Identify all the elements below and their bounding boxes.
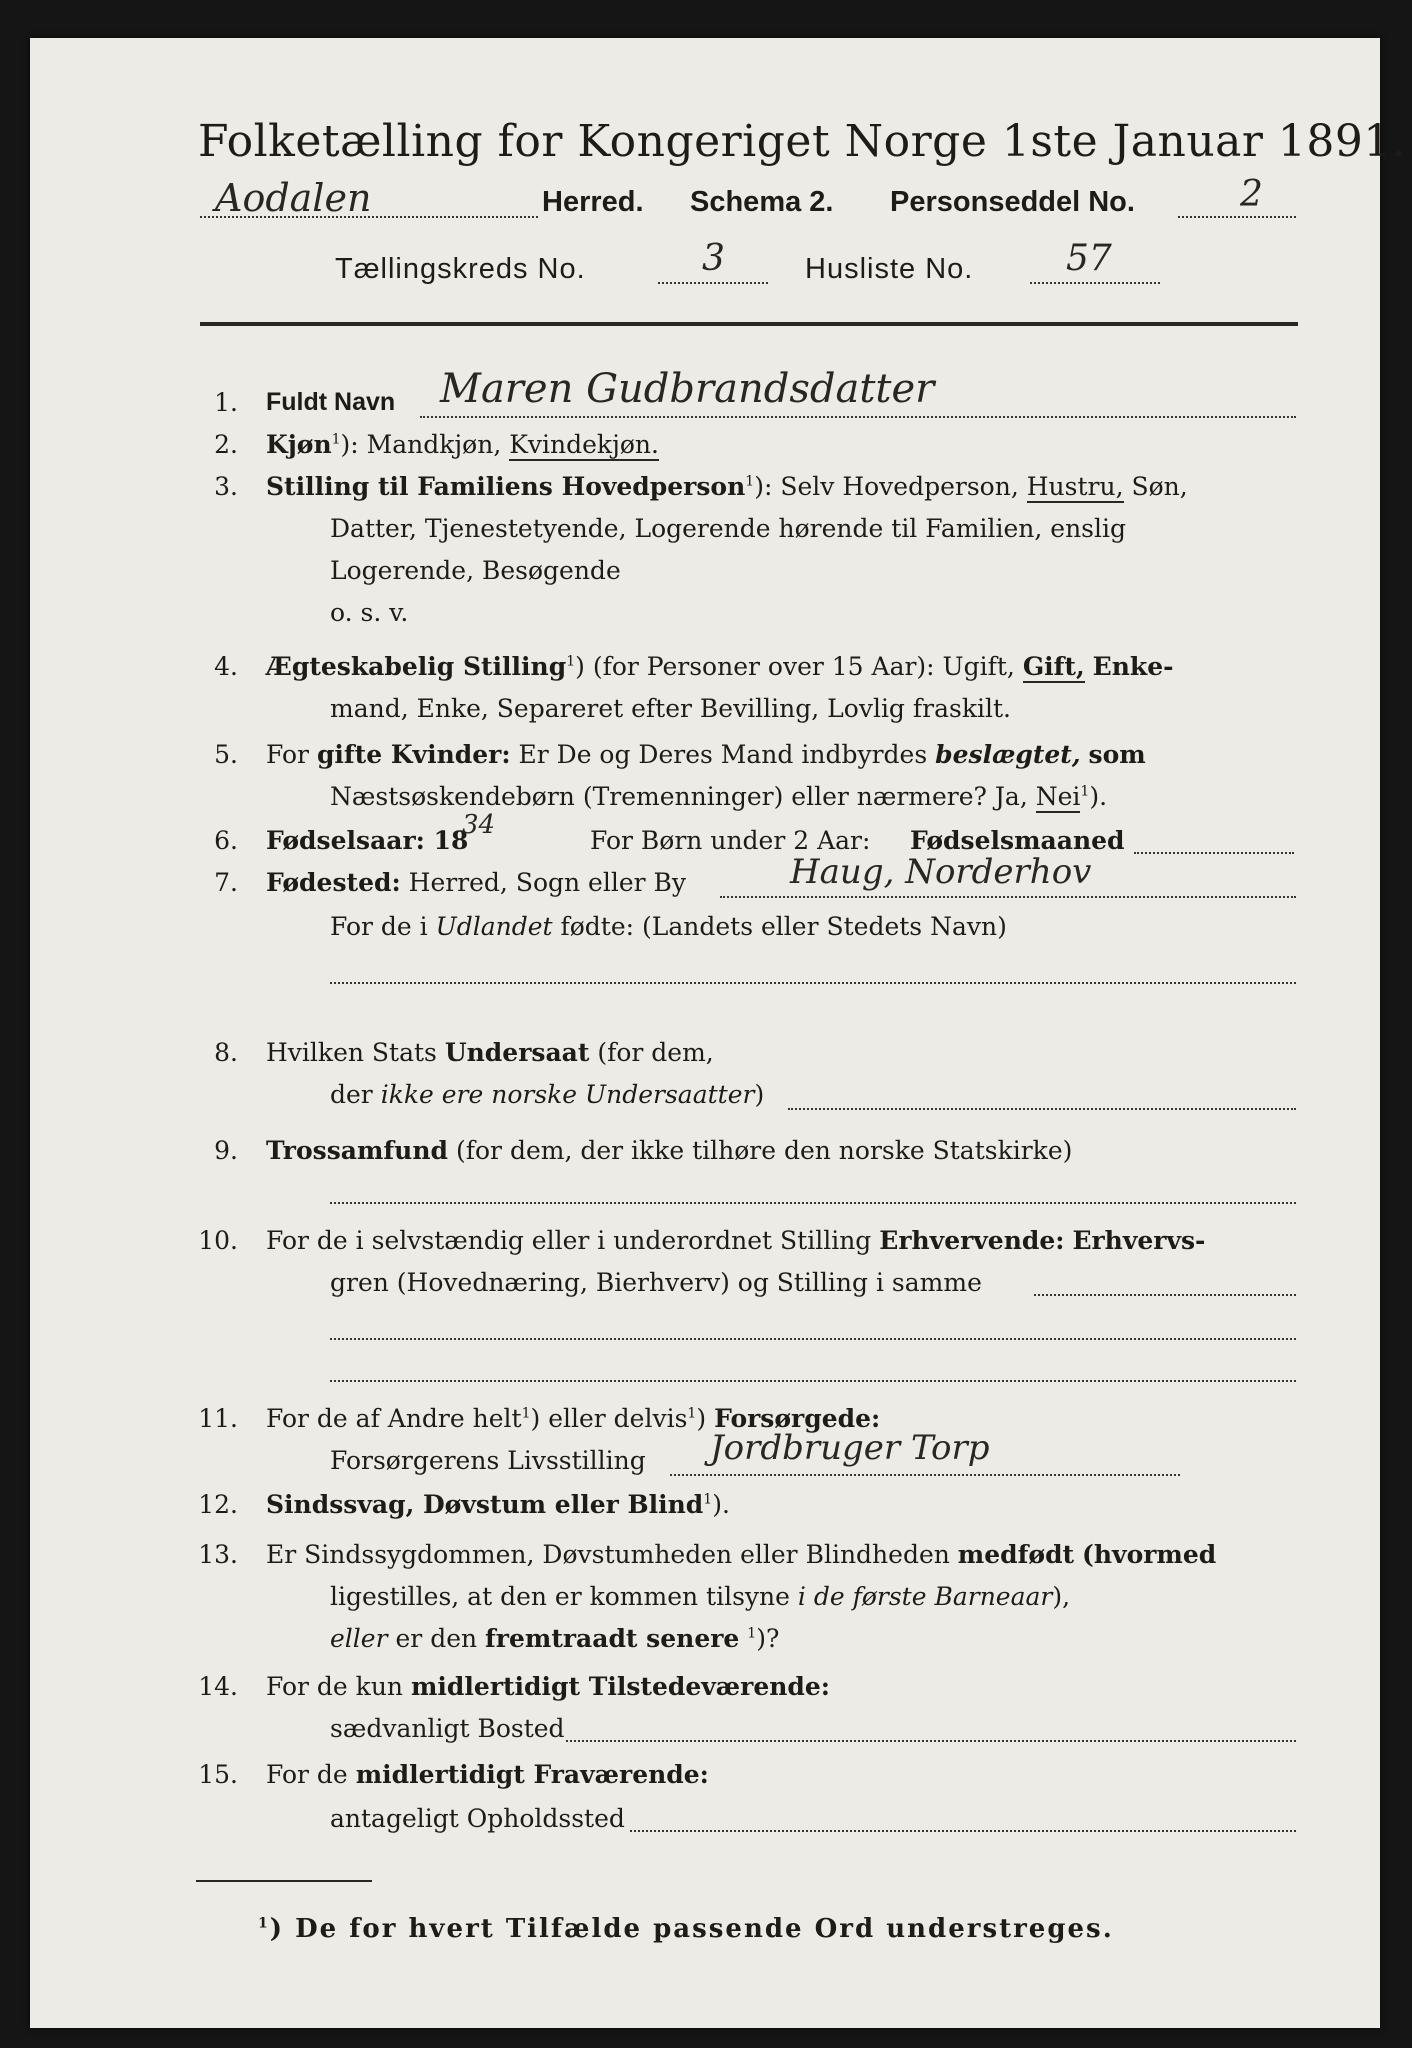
q12-end: ).	[712, 1490, 730, 1519]
form-title: Folketælling for Kongeriget Norge 1ste Januar 1891.	[198, 116, 1407, 167]
kreds-label: Tællingskreds No.	[335, 253, 586, 285]
header-separator	[200, 322, 1298, 326]
q8-line1	[266, 1038, 714, 1067]
q3-number: 3.	[214, 472, 238, 501]
q3-line3: Logerende, Besøgende	[330, 556, 621, 585]
q7-line2-i: Udlandet	[435, 912, 553, 941]
q8-line2-i: ikke ere norske Undersaatter	[380, 1080, 755, 1109]
q7-value: Haug, Norderhov	[790, 852, 1092, 892]
q3-underlined: Hustru,	[1026, 472, 1124, 501]
footnote	[258, 1914, 1114, 1944]
q5-label-a: For	[266, 740, 309, 769]
q14-number: 14.	[198, 1672, 238, 1701]
q13-text-b: (hvormed	[1082, 1540, 1217, 1569]
q13-label-b: Blindheden	[805, 1540, 950, 1569]
q3-line2: Datter, Tjenestetyende, Logerende hørende til Familien, enslig	[330, 514, 1127, 543]
q1-line	[420, 416, 1296, 418]
q6-line	[1134, 852, 1294, 854]
q5-line2	[330, 782, 1107, 811]
q14-text-a: For de kun	[266, 1672, 404, 1701]
q4-number: 4.	[214, 652, 238, 681]
q6-text-a: For Børn under 2 Aar:	[590, 826, 871, 855]
q13-line2-i: i de første Barneaar	[797, 1582, 1053, 1611]
q5-sup: 1	[1080, 783, 1090, 800]
q12-line1	[266, 1490, 730, 1519]
q11-text-c: )	[696, 1404, 707, 1433]
q8-number: 8.	[214, 1038, 238, 1067]
q5-number: 5.	[214, 740, 238, 769]
q4-label: Ægteskabelig Stilling	[266, 652, 567, 681]
q7-line2-b: fødte: (Landets eller Stedets Navn)	[560, 912, 1007, 941]
footnote-sup: 1	[258, 1915, 270, 1932]
q12-label: Sindssvag, Døvstum eller Blind	[266, 1490, 704, 1519]
q5-italic: beslægtet,	[935, 740, 1081, 769]
q10-line-c	[330, 1380, 1296, 1382]
q14-line2: sædvanligt Bosted	[330, 1714, 565, 1743]
q6-label-b: Fødselsmaaned	[910, 826, 1125, 855]
q1-number: 1.	[214, 388, 238, 417]
q3-line1	[266, 472, 1188, 501]
q11-line2: Forsørgerens Livsstilling	[330, 1446, 646, 1475]
q7-foreign-line	[330, 982, 1296, 984]
q1-label: Fuldt Navn	[266, 388, 396, 416]
q15-line2: antageligt Opholdssted	[330, 1804, 625, 1833]
kreds-line	[658, 282, 768, 284]
q15-line1	[266, 1760, 709, 1789]
q5-label-b: gifte Kvinder:	[316, 740, 511, 769]
q4-line1	[266, 652, 1173, 681]
q10-text-a: For de i selvstændig eller i underordnet Stilling	[266, 1226, 872, 1255]
q8-line2-a: der	[330, 1080, 373, 1109]
q6-label: Fødselsaar: 18	[266, 826, 469, 855]
q5-text-b: som	[1088, 740, 1146, 769]
q10-number: 10.	[198, 1226, 238, 1255]
q13-line3-a: er den	[395, 1624, 478, 1653]
q2-text	[266, 430, 659, 459]
q12-sup: 1	[703, 1491, 713, 1508]
q5-end: ).	[1089, 782, 1108, 811]
footnote-rule	[196, 1880, 372, 1882]
q7-line	[720, 896, 1296, 898]
q10-text-b: Erhvervs-	[1072, 1226, 1206, 1255]
schema-label: Schema 2.	[690, 186, 834, 218]
q4-text-a: ) (for Personer over 15 Aar): Ugift,	[575, 652, 1015, 681]
q2-text-a: ): Mandkjøn,	[340, 430, 502, 459]
q13-label-a: Er Sindssygdommen, Døvstumheden	[266, 1540, 733, 1569]
q6-number: 6.	[214, 826, 238, 855]
q10-line-b	[330, 1338, 1296, 1340]
q15-number: 15.	[198, 1760, 238, 1789]
q11-sup1: 1	[521, 1405, 531, 1422]
q5-line2-text: Næstsøskendebørn (Tremenninger) eller nærmere? Ja,	[330, 782, 1028, 811]
q4-underlined: Gift,	[1022, 652, 1085, 681]
footnote-text: ) De for hvert Tilfælde passende Ord understreges.	[269, 1914, 1114, 1944]
q2-underlined: Kvindekjøn.	[509, 430, 659, 459]
q9-number: 9.	[214, 1136, 238, 1165]
q2-sup: 1	[331, 431, 341, 448]
q2-number: 2.	[214, 430, 238, 459]
q4-sup: 1	[566, 653, 576, 670]
q11-number: 11.	[198, 1404, 238, 1433]
q9-text-a: (for dem, der ikke tilhøre den norske Statskirke)	[455, 1136, 1073, 1165]
q3-sup: 1	[745, 473, 755, 490]
q10-line2: gren (Hovednæring, Bierhverv) og Stilling i samme	[330, 1268, 982, 1297]
herred-label: Herred.	[542, 186, 644, 218]
q13-text-a: eller	[740, 1540, 798, 1569]
q13-sup: 1	[747, 1625, 757, 1642]
q4-line2: mand, Enke, Separeret efter Bevilling, Lovlig fraskilt.	[330, 694, 1011, 723]
q13-line3-i: eller	[330, 1624, 388, 1653]
q7-line2	[330, 912, 1007, 941]
q15-line	[630, 1830, 1296, 1832]
q13-bold: medfødt	[957, 1540, 1075, 1569]
q8-text-a: Hvilken Stats	[266, 1038, 437, 1067]
q10-line-a	[1034, 1294, 1296, 1296]
q6-value: 34	[462, 810, 496, 840]
q11-line	[670, 1474, 1180, 1476]
q13-end: )?	[756, 1624, 780, 1653]
personseddel-line	[1178, 216, 1296, 218]
q5-line1	[266, 740, 1146, 769]
q1-value: Maren Gudbrandsdatter	[440, 366, 935, 412]
personseddel-value: 2	[1240, 174, 1263, 215]
q8-text-b: (for dem,	[597, 1038, 714, 1067]
q10-line1	[266, 1226, 1205, 1255]
q7-line2-a: For de i	[330, 912, 428, 941]
q10-label: Erhvervende:	[879, 1226, 1065, 1255]
q7-number: 7.	[214, 868, 238, 897]
q2-label: Kjøn	[266, 430, 332, 459]
q13-line2-a: ligestilles, at den er kommen tilsyne	[330, 1582, 790, 1611]
q9-label: Trossamfund	[266, 1136, 449, 1165]
q9-line	[330, 1202, 1296, 1204]
q5-text-a: Er De og Deres Mand indbyrdes	[518, 740, 928, 769]
q7-line1	[266, 868, 686, 897]
q13-line1	[266, 1540, 1216, 1569]
q15-text-a: For de	[266, 1760, 348, 1789]
q13-line3	[330, 1624, 779, 1653]
q11-sup2: 1	[687, 1405, 697, 1422]
husliste-value: 57	[1066, 238, 1112, 279]
q3-text-a: ): Selv Hovedperson,	[754, 472, 1019, 501]
q15-label: midlertidigt Fraværende:	[355, 1760, 709, 1789]
kreds-value: 3	[702, 238, 725, 279]
q3-line4: o. s. v.	[330, 598, 409, 627]
q8-label: Undersaat	[444, 1038, 590, 1067]
personseddel-label: Personseddel No.	[890, 186, 1135, 218]
q11-value: Jordbruger Torp	[710, 1428, 990, 1468]
q13-number: 13.	[198, 1540, 238, 1569]
q9-line1	[266, 1136, 1072, 1165]
q14-label: midlertidigt Tilstedeværende:	[410, 1672, 831, 1701]
q14-line	[566, 1740, 1296, 1742]
q11-label: Forsørgede:	[714, 1404, 881, 1433]
q3-text-b: Søn,	[1131, 472, 1188, 501]
herred-value: Aodalen	[215, 176, 372, 220]
q13-line2-b: ),	[1052, 1582, 1071, 1611]
census-form-page	[30, 38, 1407, 2028]
q8-line	[788, 1108, 1296, 1110]
q13-line3-bold: fremtraadt senere	[485, 1624, 740, 1653]
q14-line1	[266, 1672, 830, 1701]
q4-text-b: Enke-	[1092, 652, 1174, 681]
q8-line2	[330, 1080, 764, 1109]
q7-text-a: Herred, Sogn eller By	[408, 868, 687, 897]
q13-line2	[330, 1582, 1070, 1611]
q5-underlined: Nei	[1035, 782, 1081, 811]
husliste-line	[1030, 282, 1160, 284]
q12-number: 12.	[198, 1490, 238, 1519]
q11-text-b: ) eller delvis	[530, 1404, 688, 1433]
husliste-label: Husliste No.	[805, 253, 974, 285]
q8-line2-b: )	[754, 1080, 765, 1109]
q7-label: Fødested:	[266, 868, 401, 897]
q3-label: Stilling til Familiens Hovedperson	[266, 472, 746, 501]
q11-text-a: For de af Andre helt	[266, 1404, 522, 1433]
